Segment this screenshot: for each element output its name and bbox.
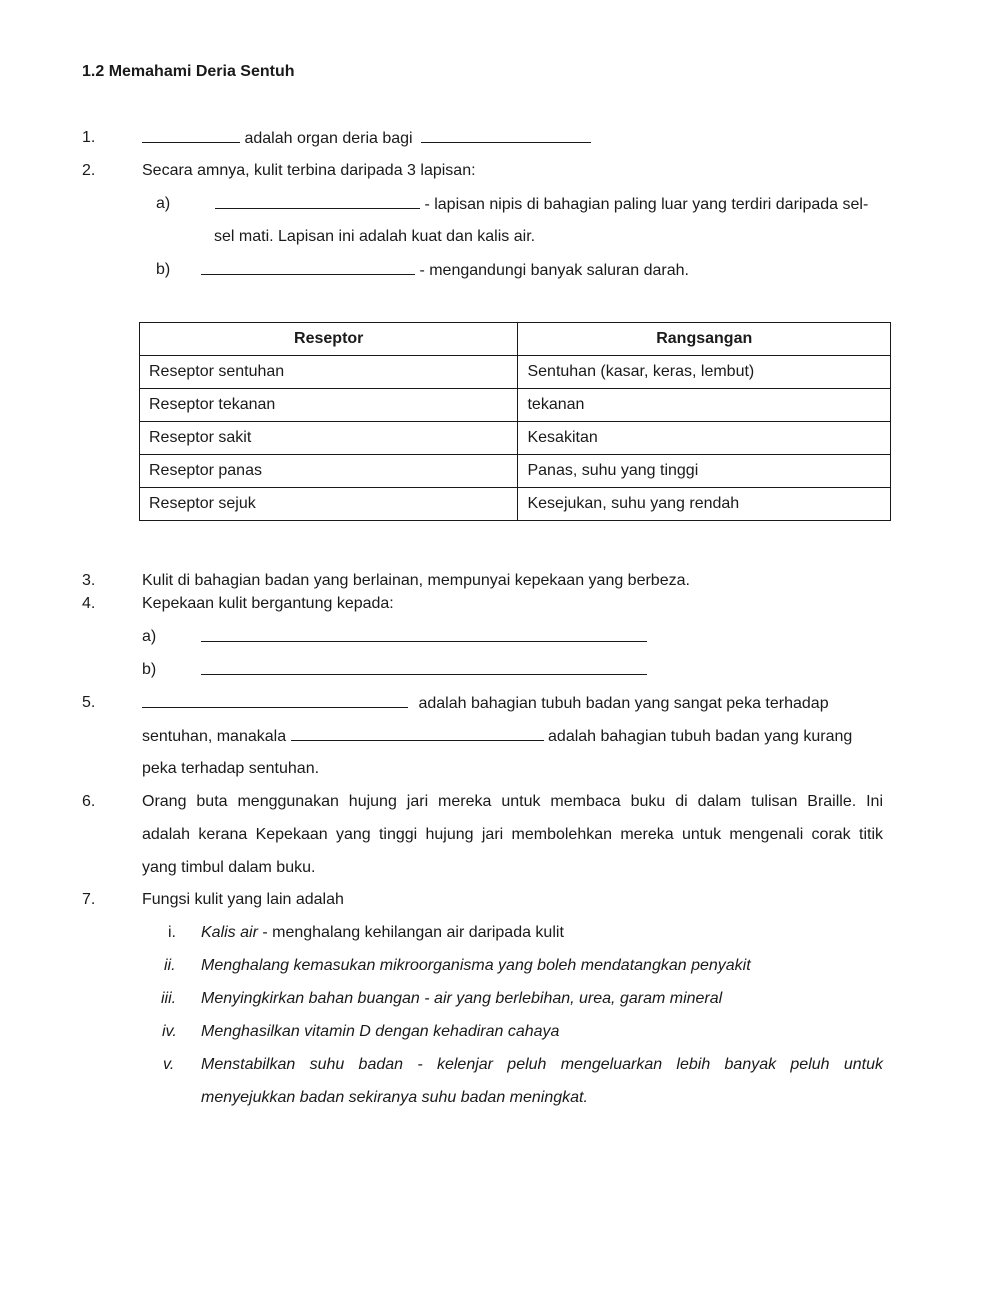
table-cell-stimulus: Kesakitan [518,422,891,455]
question-5-line2 [142,726,852,747]
question-2a-text-cont: sel mati. Lapisan ini adalah kuat dan kalis air. [214,228,536,245]
table-cell-stimulus: tekanan [518,389,891,422]
question-4-number: 4. [82,595,96,612]
question-5-text2b: adalah bahagian tubuh badan yang kurang [548,728,853,745]
list-item-italic: Kalis air [201,924,258,941]
question-6-line2: adalah kerana Kepekaan yang tinggi hujung jari membolehkan mereka untuk mengenali corak titik [142,826,883,843]
answer-blank[interactable] [215,194,420,209]
question-1-text: adalah organ deria bagi [244,130,413,147]
question-5-number: 5. [82,694,96,711]
list-item-text: Menghalang kemasukan mikroorganisma yang boleh mendatangkan penyakit [201,957,751,974]
list-item-label: ii. [164,957,176,974]
list-item-text: Menghasilkan vitamin D dengan kehadiran cahaya [201,1023,560,1040]
question-6-line3: yang timbul dalam buku. [142,859,316,876]
question-2-text: Secara amnya, kulit terbina daripada 3 lapisan: [142,162,476,179]
table-cell-stimulus: Kesejukan, suhu yang rendah [518,488,891,521]
table-row [140,488,891,521]
question-2a [215,194,868,215]
table-row [140,455,891,488]
question-6-number: 6. [82,793,96,810]
question-4a-label: a) [142,628,157,645]
question-5-text2a: sentuhan, manakala [142,728,287,745]
list-item-text: Menstabilkan suhu badan - kelenjar peluh mengeluarkan lebih banyak peluh untuk [201,1056,883,1073]
question-5-text1: adalah bahagian tubuh badan yang sangat peka terhadap [418,695,829,712]
question-7-text: Fungsi kulit yang lain adalah [142,891,344,908]
question-4b-label: b) [142,661,157,678]
question-2b-label: b) [156,261,171,278]
question-5-text3: peka terhadap sentuhan. [142,760,320,777]
page-title: 1.2 Memahami Deria Sentuh [82,63,295,80]
list-item-label: v. [163,1056,175,1073]
answer-blank[interactable] [142,693,408,708]
table-row [140,389,891,422]
question-1 [142,128,591,149]
answer-blank[interactable] [291,726,544,741]
question-4a [201,627,647,648]
answer-blank[interactable] [421,128,591,143]
question-2b [201,260,689,281]
answer-blank[interactable] [201,260,415,275]
table-cell-receptor: Reseptor sakit [140,422,518,455]
table-cell-stimulus: Sentuhan (kasar, keras, lembut) [518,356,891,389]
list-item-text: - menghalang kehilangan air daripada kulit [257,924,564,941]
table-row [140,356,891,389]
question-3-number: 3. [82,572,96,589]
table-cell-receptor: Reseptor panas [140,455,518,488]
answer-blank[interactable] [201,660,647,675]
list-item-label: i. [168,924,176,941]
answer-blank[interactable] [142,128,240,143]
answer-blank[interactable] [201,627,647,642]
list-item-text: Menyingkirkan bahan buangan - air yang berlebihan, urea, garam mineral [201,990,723,1007]
question-7-number: 7. [82,891,96,908]
question-2b-text: - mengandungi banyak saluran darah. [419,262,689,279]
list-item-text-cont: menyejukkan badan sekiranya suhu badan meningkat. [201,1089,588,1106]
question-4-text: Kepekaan kulit bergantung kepada: [142,595,394,612]
table-header-receptor: Reseptor [140,323,518,356]
table-cell-receptor: Reseptor sejuk [140,488,518,521]
table-cell-stimulus: Panas, suhu yang tinggi [518,455,891,488]
list-item-label: iv. [162,1023,177,1040]
table-header-row [140,323,891,356]
list-item [201,923,564,943]
question-2a-text: - lapisan nipis di bahagian paling luar yang terdiri daripada sel- [424,196,869,213]
table-row [140,422,891,455]
receptor-table [139,322,891,521]
question-3-text: Kulit di bahagian badan yang berlainan, mempunyai kepekaan yang berbeza. [142,572,690,589]
question-1-number: 1. [82,129,96,146]
table-header-stimulus: Rangsangan [518,323,891,356]
question-4b [201,660,647,681]
question-2a-label: a) [156,195,171,212]
question-6-line1: Orang buta menggunakan hujung jari mereka untuk membaca buku di dalam tulisan Braille. Ini [142,793,883,810]
question-2-number: 2. [82,162,96,179]
question-5-line1 [142,693,829,714]
table-cell-receptor: Reseptor tekanan [140,389,518,422]
list-item-label: iii. [161,990,177,1007]
table-cell-receptor: Reseptor sentuhan [140,356,518,389]
